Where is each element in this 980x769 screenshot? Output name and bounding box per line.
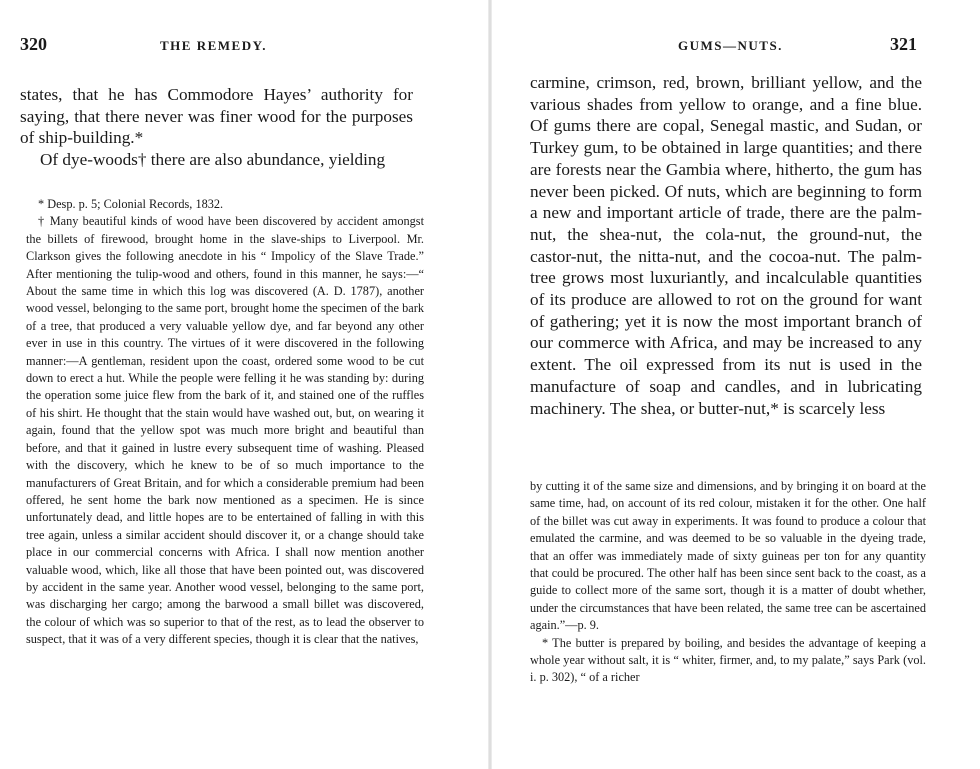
running-head: THE REMEDY. bbox=[160, 38, 268, 53]
page-number: 321 bbox=[890, 34, 917, 54]
footnote: * The butter is prepared by boiling, and besides the advantage of keeping a whole year without salt, it is “ whiter, firmer, and, to my palate,” says Park (vol. i. p. 302), “ of a richer bbox=[530, 635, 926, 685]
running-head: GUMS—NUTS. bbox=[678, 38, 783, 53]
right-page bbox=[490, 0, 980, 769]
footnotes bbox=[26, 196, 424, 649]
body-text bbox=[530, 72, 922, 419]
page-number: 320 bbox=[20, 34, 47, 54]
paragraph: Of dye-woods† there are also abundance, yielding bbox=[40, 150, 386, 170]
paragraph: states, that he has Commodore Hayes’ authority for saying, that there never was finer wood for the purposes of ship-building.* bbox=[20, 85, 413, 148]
footnote: by cutting it of the same size and dimensions, and by bringing it on board at the same time, had, on account of its red colour, mistaken it for the other. One half of the billet was cut away in experiments. It was found to produce a colour that emulated the carmine, and was deemed to be so valuable in the dyeing trade, that an offer was immediately made of sixty guineas per ton for any quantity that could be procured. The other half has been since sent back to the coast, as a guide to collect more of the same sort, though it is a matter of doubt whether, under the circumstances that have been related, the same tree can be ascertained again.”—p. 9. bbox=[530, 479, 926, 633]
footnote: † Many beautiful kinds of wood have been discovered by accident amongst the billets of firewood, brought home in the slave-ships to Liverpool. Mr. Clarkson gives the following anecdote in his “ Impolicy of the Slave Trade.” After mentioning the tulip-wood and others, found in this manner, he says:—“ About the same time in which this log was discovered (A. D. 1787), another wood vessel, belonging to the same port, brought home the specimen of the bark of a tree, that produced a very valuable yellow dye, and far beyond any other ever in use in this country. The virtues of it were discovered in the following manner:—A gentleman, resident upon the coast, ordered some wood to be cut down to erect a hut. While the people were felling it he was standing by: during the operation some juice flew from the bark of it, and stained one of the ruffles of his shirt. He thought that the stain would have washed out, but, on wearing it again, found that the yellow spot was much more bright and beautiful than before, and that it gained in lustre every subsequent time of washing. Pleased with the discovery, which he knew to be of so much importance to the manufacturers of Great Britain, and for which a considerable premium had been offered, he sent home the bark now mentioned as a specimen. He is since unfortunately dead, and little hopes are to be entertained of falling in with this tree again, unless a similar accident should discover it, or a change should take place in our commercial concerns with Africa. I shall now mention another valuable wood, which, like all those that have been pointed out, was discovered by accident in the same year. Another wood vessel, belonging to the same port, was discharging her cargo; among the barwood a small billet was discovered, the colour of which was so superior to that of the rest, as to lead the observer to suspect, that it was of a very different species, though it is clear that the natives, bbox=[26, 214, 424, 647]
paragraph: carmine, crimson, red, brown, brilliant yellow, and the various shades from yellow to orange, and a fine blue. Of gums there are copal, Senegal mastic, and Sudan, or Turkey gum, to be obtained in large quantities; and there are forests near the Gambia where, hitherto, the gum has never been picked. Of nuts, which are beginning to form a new and important article of trade, there are the palm-nut, the shea-nut, the cola-nut, the ground-nut, the castor-nut, the nitta-nut, and the cocoa-nut. The palm-tree grows most luxuriantly, and incalculable quantities of its produce are allowed to rot on the ground for want of gathering; yet it is now the most important branch of our commerce with Africa, and may be increased to any extent. The oil expressed from its nut is used in the manufacture of soap and candles, and in lubricating machinery. The shea, or butter-nut,* is scarcely less bbox=[530, 73, 922, 418]
footnote: * Desp. p. 5; Colonial Records, 1832. bbox=[38, 197, 224, 211]
body-text bbox=[20, 84, 413, 171]
footnotes bbox=[530, 478, 926, 687]
